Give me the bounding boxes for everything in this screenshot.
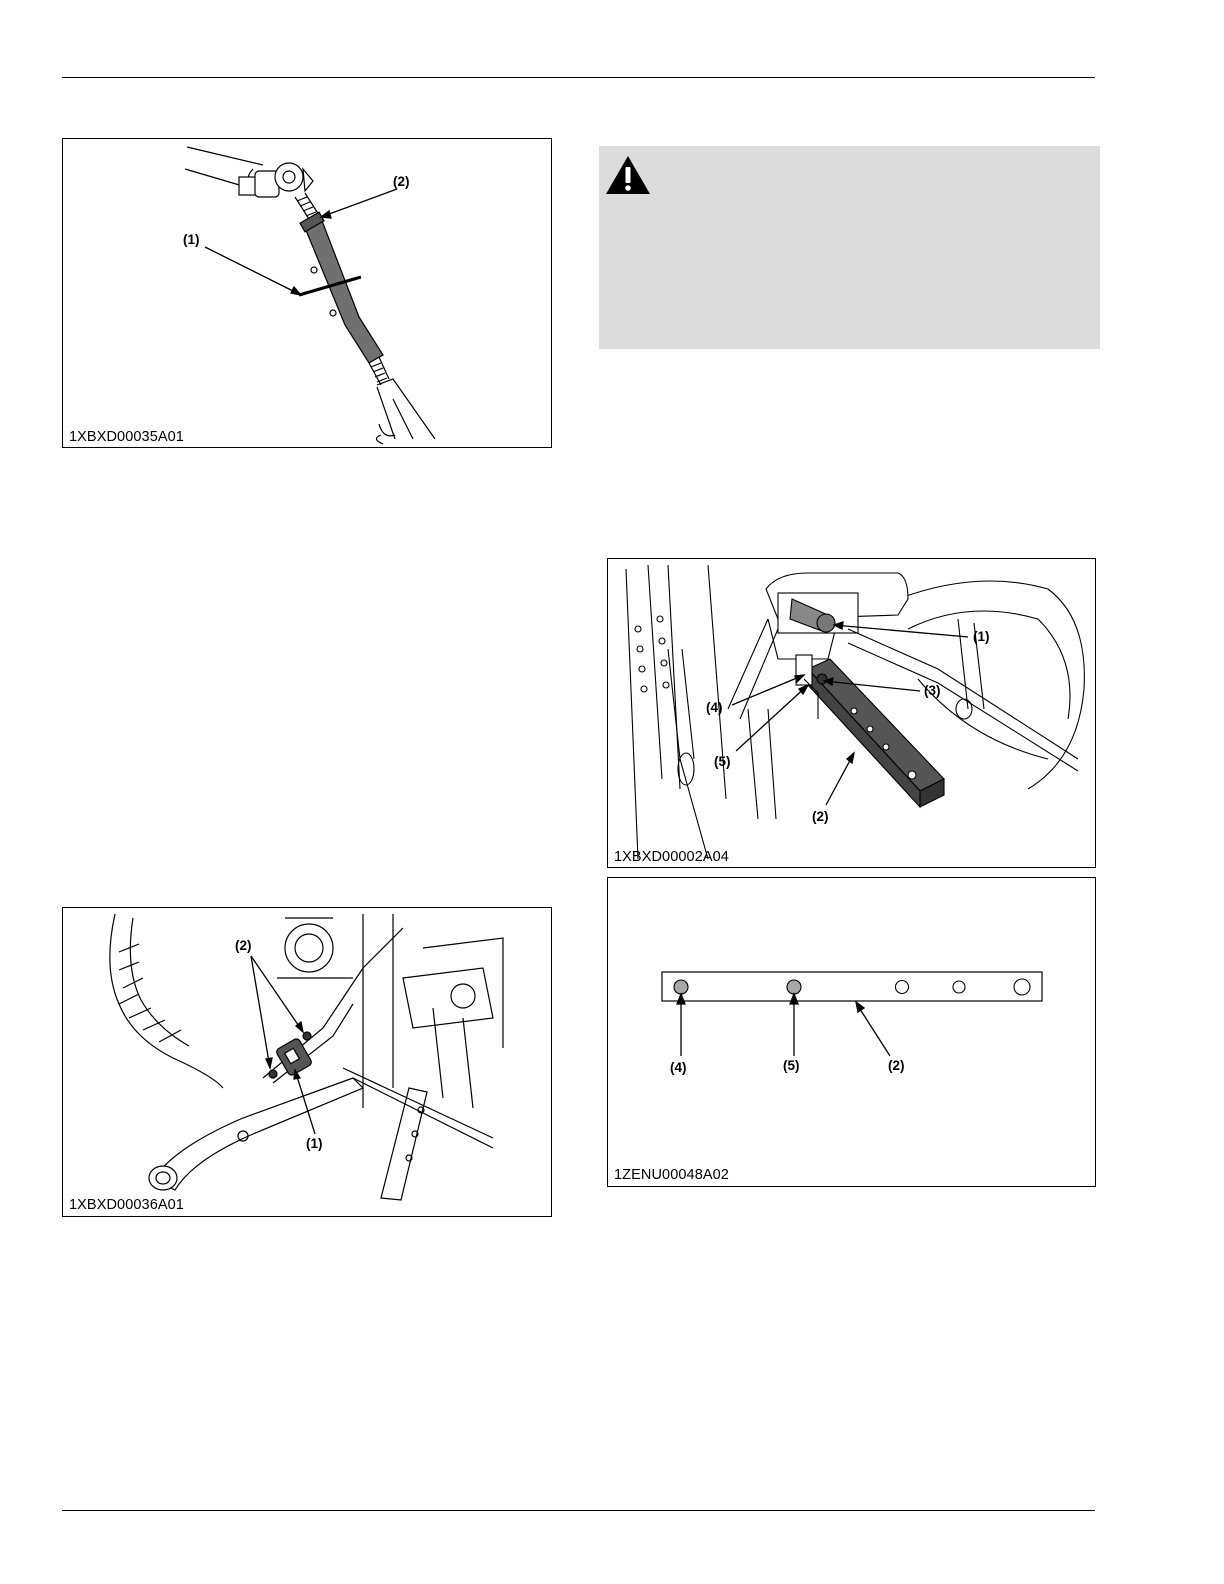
callout-2: (2): [235, 938, 252, 953]
figure-code: 1XBXD00035A01: [69, 429, 184, 445]
figure-top-left: [62, 138, 552, 448]
warning-triangle-icon: [604, 154, 652, 196]
pin-hole-4: [674, 980, 688, 994]
header-rule: [62, 77, 1095, 78]
callout-1: (1): [973, 629, 990, 644]
warning-box: [599, 146, 1100, 349]
pin-hole-5: [787, 980, 801, 994]
turnbuckle-illustration: [63, 139, 553, 449]
figure-right-photo: [607, 558, 1096, 868]
callout-2: (2): [393, 174, 410, 189]
figure-code: 1XBXD00002A04: [614, 849, 729, 865]
hole: [953, 981, 965, 993]
callout-5: (5): [783, 1058, 800, 1073]
callout-3: (3): [924, 683, 941, 698]
drawbar-holes-diagram: [608, 878, 1097, 1188]
callout-1: (1): [306, 1136, 323, 1151]
figure-code: 1ZENU00048A02: [614, 1167, 729, 1183]
callout-4: (4): [706, 700, 723, 715]
footer-rule: [62, 1510, 1095, 1511]
callout-2: (2): [888, 1058, 905, 1073]
drawbar-illustration: [608, 559, 1097, 869]
callout-2: (2): [812, 809, 829, 824]
drawbar-outline: [662, 972, 1042, 1001]
hole: [896, 981, 909, 994]
figure-bottom-left: [62, 907, 552, 1217]
callout-1: (1): [183, 232, 200, 247]
callout-5: (5): [714, 754, 731, 769]
figure-right-bar: [607, 877, 1096, 1187]
callout-4: (4): [670, 1060, 687, 1075]
lower-link-illustration: [63, 908, 553, 1218]
hole: [1014, 979, 1030, 995]
figure-code: 1XBXD00036A01: [69, 1197, 184, 1213]
